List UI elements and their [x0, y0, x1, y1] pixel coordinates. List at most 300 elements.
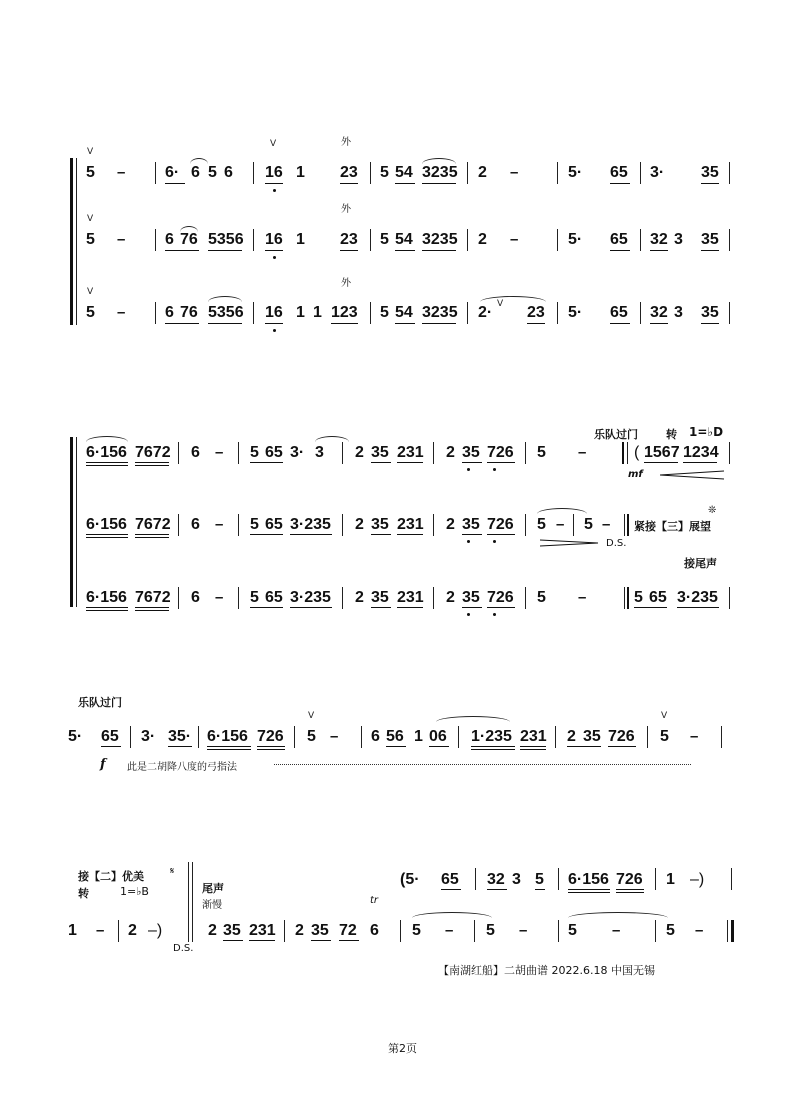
note: 2: [295, 922, 304, 939]
key-change-label: 转: [78, 887, 89, 900]
underline: [86, 607, 128, 608]
system-line: [76, 437, 77, 607]
underline: [471, 749, 515, 750]
note: 65: [101, 728, 119, 745]
octave-dot: [273, 329, 276, 332]
note: 231: [249, 922, 276, 939]
slur: [86, 436, 128, 442]
note: –): [690, 871, 705, 888]
note: 32: [487, 871, 505, 888]
cue-label: 接尾声: [684, 557, 717, 570]
technique-mark: 外: [341, 137, 351, 148]
note: 3235: [422, 231, 458, 248]
note: 3·: [141, 728, 156, 745]
underline: [487, 462, 515, 463]
barline: [729, 442, 730, 464]
note: 06: [429, 728, 447, 745]
note: 5·: [68, 728, 83, 745]
slur: [537, 508, 587, 514]
dash: –: [215, 589, 224, 606]
underline: [650, 250, 668, 251]
note: 6·156: [86, 516, 127, 533]
system-bracket: [70, 437, 73, 607]
note: 3·: [650, 164, 665, 181]
dash: –: [695, 922, 704, 939]
note: 35: [462, 589, 480, 606]
underline: [677, 607, 719, 608]
underline: [371, 462, 391, 463]
bow-mark: V: [87, 214, 94, 224]
barline: [284, 920, 285, 942]
dal-segno-label: D.S.: [606, 538, 627, 549]
underline: [683, 462, 717, 463]
barline: [155, 162, 156, 184]
barline: [198, 726, 199, 748]
barline: [155, 302, 156, 324]
note: 35: [223, 922, 241, 939]
paren: (: [634, 444, 640, 461]
underline: [386, 746, 406, 747]
note: 2: [446, 516, 455, 533]
underline: [397, 534, 423, 535]
slur: [180, 226, 198, 232]
underline: [208, 250, 242, 251]
barline: [525, 587, 526, 609]
page-number: 第2页: [388, 1042, 417, 1055]
system-bracket: [70, 158, 73, 325]
note: 6·156: [568, 871, 609, 888]
slur: [208, 296, 242, 302]
note: 2: [478, 231, 487, 248]
underline: [568, 892, 610, 893]
note: 1: [296, 164, 305, 181]
underline: [249, 940, 275, 941]
underline: [650, 323, 668, 324]
note: 65: [265, 444, 283, 461]
section-label: 乐队过门: [78, 696, 122, 709]
underline: [86, 610, 128, 611]
underline: [250, 462, 283, 463]
note: 5: [86, 231, 95, 248]
note: 2: [446, 444, 455, 461]
note: 3·: [290, 444, 305, 461]
underline: [610, 183, 630, 184]
underline: [290, 607, 332, 608]
note: 2: [355, 444, 364, 461]
note: 726: [487, 516, 514, 533]
barline: [573, 514, 574, 536]
key-change-label: 转: [666, 428, 677, 441]
underline: [429, 746, 449, 747]
note: 123: [331, 304, 358, 321]
note: 65: [265, 589, 283, 606]
note: 65: [610, 164, 628, 181]
note: 7672: [135, 589, 171, 606]
note: 6: [224, 164, 233, 181]
octave-dot: [467, 540, 470, 543]
note: 54: [395, 231, 413, 248]
underline: [101, 746, 121, 747]
barline: [253, 229, 254, 251]
barline: [624, 514, 625, 536]
bow-mark: V: [87, 147, 94, 157]
note: 6: [191, 516, 200, 533]
barline: [721, 726, 722, 748]
note: 6·: [165, 164, 180, 181]
key-signature: 1=♭D: [689, 425, 724, 439]
credit-line: 【南湖红船】二胡曲谱 2022.6.18 中国无锡: [438, 964, 655, 977]
note: 16: [265, 304, 283, 321]
tie: [412, 912, 492, 918]
dash: –: [602, 516, 611, 533]
barline: [525, 514, 526, 536]
underline: [487, 889, 507, 890]
note: 35: [701, 304, 719, 321]
note: 1234: [683, 444, 719, 461]
underline: [535, 889, 545, 890]
double-barline: [627, 587, 629, 609]
barline: [294, 726, 295, 748]
technique-mark: 外: [341, 278, 351, 289]
barline: [467, 229, 468, 251]
bow-mark: V: [308, 711, 315, 721]
barline: [729, 162, 730, 184]
underline: [616, 889, 644, 890]
note: 1·235: [471, 728, 512, 745]
note: 7672: [135, 516, 171, 533]
underline: [165, 250, 199, 251]
technique-mark: 外: [341, 204, 351, 215]
note: 726: [487, 444, 514, 461]
barline: [729, 302, 730, 324]
underline: [135, 465, 169, 466]
note: 1: [296, 304, 305, 321]
note: 5: [486, 922, 495, 939]
dal-segno-label: D.S.: [173, 943, 194, 954]
underline: [422, 183, 456, 184]
underline: [462, 534, 482, 535]
underline: [608, 746, 636, 747]
note: 1: [666, 871, 675, 888]
note: 5: [584, 516, 593, 533]
slur: [315, 436, 349, 442]
underline: [471, 746, 515, 747]
tempo-mark: 渐慢: [202, 900, 222, 911]
slur: [422, 158, 456, 164]
dash: –: [117, 164, 126, 181]
barline: [640, 302, 641, 324]
note: 6: [165, 231, 174, 248]
slur: [190, 158, 208, 164]
barline: [555, 726, 556, 748]
decrescendo-icon: [540, 539, 600, 547]
underline: [462, 607, 482, 608]
barline: [558, 920, 559, 942]
underline: [208, 323, 242, 324]
note: 5: [660, 728, 669, 745]
octave-dot: [467, 468, 470, 471]
note: 1: [313, 304, 322, 321]
underline: [644, 462, 678, 463]
barline: [155, 229, 156, 251]
dash: –: [215, 516, 224, 533]
note: 6: [371, 728, 380, 745]
underline: [135, 610, 169, 611]
barline: [557, 162, 558, 184]
dash: –: [445, 922, 454, 939]
octave-dot: [467, 613, 470, 616]
slur: [436, 716, 510, 722]
note: 6·156: [86, 589, 127, 606]
note: 1: [68, 922, 77, 939]
note: 726: [616, 871, 643, 888]
barline: [731, 868, 732, 890]
underline: [462, 462, 482, 463]
barline: [729, 587, 730, 609]
barline: [433, 587, 434, 609]
note: 2: [128, 922, 137, 939]
underline: [701, 250, 719, 251]
underline: [520, 749, 546, 750]
performance-note: 此是二胡降八度的弓指法: [127, 762, 237, 773]
barline: [178, 514, 179, 536]
barline: [238, 514, 239, 536]
note: 5: [380, 231, 389, 248]
note: 56: [386, 728, 404, 745]
underline: [520, 746, 546, 747]
dash: –: [96, 922, 105, 939]
dash: –: [215, 444, 224, 461]
cue-label: 接【二】优美: [78, 870, 144, 883]
barline: [558, 868, 559, 890]
note: (5·: [400, 871, 420, 888]
note: 6·156: [207, 728, 248, 745]
underline: [257, 746, 285, 747]
note: 5·: [568, 164, 583, 181]
octave-dot: [493, 468, 496, 471]
section-label: 乐队过门: [594, 428, 638, 441]
note: 2·: [478, 304, 493, 321]
note: 5: [250, 444, 259, 461]
note: 5: [380, 164, 389, 181]
underline: [610, 323, 630, 324]
note: 65: [441, 871, 459, 888]
underline: [250, 534, 283, 535]
note: 6: [165, 304, 174, 321]
note: 35: [701, 164, 719, 181]
note: 3: [674, 304, 683, 321]
dash: –: [556, 516, 565, 533]
note: 6: [191, 164, 200, 181]
barline: [627, 442, 628, 464]
note: 3: [674, 231, 683, 248]
note: 2: [355, 516, 364, 533]
dotted-extension-line: [274, 764, 691, 765]
note: 5: [535, 871, 544, 888]
note: 72: [339, 922, 357, 939]
dash: –: [117, 231, 126, 248]
note: 231: [397, 516, 424, 533]
underline: [265, 323, 283, 324]
note: 1: [414, 728, 423, 745]
note: 35: [371, 589, 389, 606]
underline: [135, 534, 169, 535]
note: 5: [307, 728, 316, 745]
note: 35: [371, 516, 389, 533]
barline: [253, 302, 254, 324]
barline: [178, 442, 179, 464]
note: 65: [610, 231, 628, 248]
underline: [487, 607, 515, 608]
underline: [701, 183, 719, 184]
bow-mark: V: [661, 711, 668, 721]
dynamic-mark: f: [100, 757, 106, 772]
note: 5: [250, 516, 259, 533]
note: 54: [395, 304, 413, 321]
barline: [475, 868, 476, 890]
note: 2: [446, 589, 455, 606]
barline: [238, 442, 239, 464]
barline: [640, 162, 641, 184]
underline: [340, 250, 358, 251]
note: 231: [520, 728, 547, 745]
dash: –: [330, 728, 339, 745]
bow-mark: V: [497, 299, 504, 309]
underline: [395, 183, 415, 184]
note: 35: [462, 444, 480, 461]
note: 23: [340, 164, 358, 181]
barline: [253, 162, 254, 184]
octave-dot: [273, 256, 276, 259]
note: 726: [487, 589, 514, 606]
underline: [257, 749, 285, 750]
note: 3·235: [290, 516, 331, 533]
underline: [135, 462, 169, 463]
bow-mark: V: [87, 287, 94, 297]
note: 6: [370, 922, 379, 939]
note: –): [148, 922, 163, 939]
underline: [86, 534, 128, 535]
dash: –: [690, 728, 699, 745]
underline: [371, 534, 391, 535]
note: 5: [634, 589, 643, 606]
underline: [165, 323, 199, 324]
section-label: 尾声: [202, 882, 224, 895]
underline: [422, 323, 456, 324]
note: 3·235: [677, 589, 718, 606]
barline: [370, 302, 371, 324]
underline: [165, 183, 185, 184]
barline: [727, 920, 728, 942]
note: 5: [208, 164, 217, 181]
note: 3235: [422, 304, 458, 321]
underline: [135, 537, 169, 538]
note: 5: [86, 304, 95, 321]
tie: [568, 912, 668, 918]
note: 16: [265, 164, 283, 181]
note: 2: [208, 922, 217, 939]
underline: [339, 940, 359, 941]
note: 5: [537, 444, 546, 461]
underline: [207, 746, 251, 747]
note: 726: [608, 728, 635, 745]
barline: [647, 726, 648, 748]
dash: –: [510, 231, 519, 248]
note: 5: [537, 516, 546, 533]
note: 35: [371, 444, 389, 461]
barline: [624, 587, 625, 609]
barline: [474, 920, 475, 942]
note: 54: [395, 164, 413, 181]
final-barline: [731, 920, 734, 942]
segno-icon: ❊: [708, 505, 717, 516]
cue-label: 紧接【三】展望: [634, 520, 711, 533]
barline: [400, 920, 401, 942]
underline: [371, 607, 391, 608]
note: 6: [191, 589, 200, 606]
underline: [311, 940, 331, 941]
underline: [207, 749, 251, 750]
barline: [370, 162, 371, 184]
underline: [567, 746, 601, 747]
underline: [616, 892, 644, 893]
dash: –: [117, 304, 126, 321]
barline: [342, 587, 343, 609]
crescendo-icon: [660, 470, 726, 480]
note: 23: [527, 304, 545, 321]
note: 5: [250, 589, 259, 606]
note: 32: [650, 231, 668, 248]
underline: [422, 250, 456, 251]
barline: [433, 514, 434, 536]
underline: [250, 607, 283, 608]
barline: [525, 442, 526, 464]
underline: [397, 607, 423, 608]
key-signature: 1=♭B: [120, 885, 149, 898]
note: 35: [311, 922, 329, 939]
barline: [130, 726, 131, 748]
barline: [188, 862, 189, 942]
barline: [342, 442, 343, 464]
underline: [568, 889, 610, 890]
note: 6·156: [86, 444, 127, 461]
octave-dot: [273, 189, 276, 192]
note: 726: [257, 728, 284, 745]
system-line: [76, 158, 77, 325]
underline: [168, 746, 192, 747]
underline: [86, 465, 128, 466]
barline: [178, 587, 179, 609]
double-barline: [627, 514, 629, 536]
underline: [610, 250, 630, 251]
note: 23: [340, 231, 358, 248]
underline: [86, 462, 128, 463]
dash: –: [578, 589, 587, 606]
barline: [433, 442, 434, 464]
underline: [395, 250, 415, 251]
barline: [655, 920, 656, 942]
note: 76: [180, 231, 198, 248]
underline: [487, 534, 515, 535]
note: 3: [512, 871, 521, 888]
note: 5: [537, 589, 546, 606]
segno-icon: 𝄋: [170, 866, 175, 877]
note: 35: [583, 728, 601, 745]
barline: [640, 229, 641, 251]
underline: [397, 462, 423, 463]
note: 35: [462, 516, 480, 533]
barline: [655, 868, 656, 890]
